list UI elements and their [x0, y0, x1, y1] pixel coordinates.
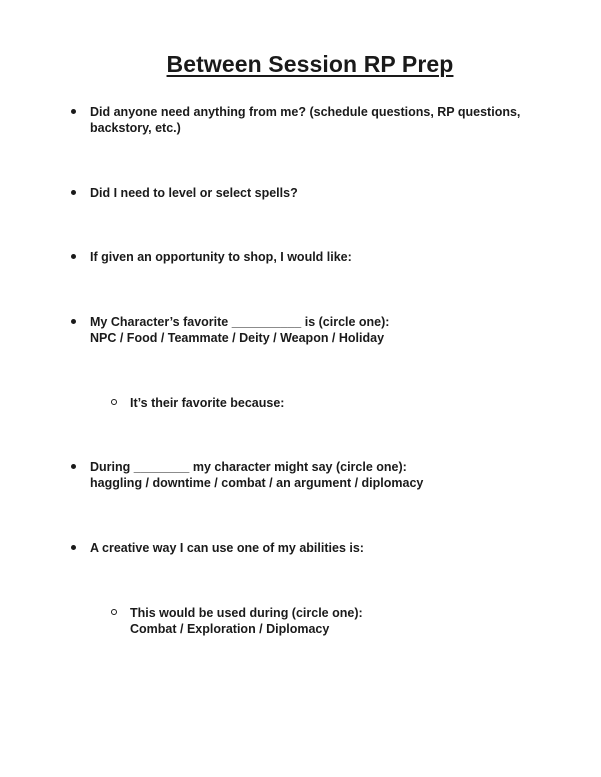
prompt-favorite: [90, 314, 389, 346]
favorite-options: NPC / Food / Teammate / Deity / Weapon / Holiday: [90, 331, 385, 345]
prompt-line: backstory, etc.): [90, 121, 181, 135]
bullet-icon: [71, 254, 76, 259]
usage-options: Combat / Exploration / Diplomacy: [130, 622, 330, 636]
prompt-creative-ability: [90, 540, 364, 556]
prompt-line: This would be used during (circle one):: [130, 606, 363, 620]
sub-bullet-icon: [111, 399, 117, 405]
prompt-character-say: [90, 459, 423, 491]
bullet-icon: [71, 319, 76, 324]
prompt-line: Did I need to level or select spells?: [90, 186, 298, 200]
bullet-icon: [71, 109, 76, 114]
prompt-line: It’s their favorite because:: [130, 396, 285, 410]
prompt-line: A creative way I can use one of my abilities is:: [90, 541, 364, 555]
prompt-anyone-need: [90, 104, 520, 136]
prompt-favorite-because: [130, 395, 284, 411]
prompt-line: Did anyone need anything from me? (schedule questions, RP questions,: [90, 105, 521, 119]
bullet-icon: [71, 190, 76, 195]
prompt-shop: [90, 249, 352, 265]
prompt-used-during: [130, 605, 363, 637]
prompt-line: During ________ my character might say (circle one):: [90, 460, 407, 474]
prompt-line: My Character’s favorite __________ is (circle one):: [90, 315, 390, 329]
bullet-icon: [71, 545, 76, 550]
prompt-line: If given an opportunity to shop, I would like:: [90, 250, 352, 264]
situation-options: haggling / downtime / combat / an argument / diplomacy: [90, 476, 424, 490]
bullet-icon: [71, 464, 76, 469]
document-title: Between Session RP Prep: [166, 51, 454, 77]
prompt-level-spells: [90, 185, 298, 201]
sub-bullet-icon: [111, 609, 117, 615]
